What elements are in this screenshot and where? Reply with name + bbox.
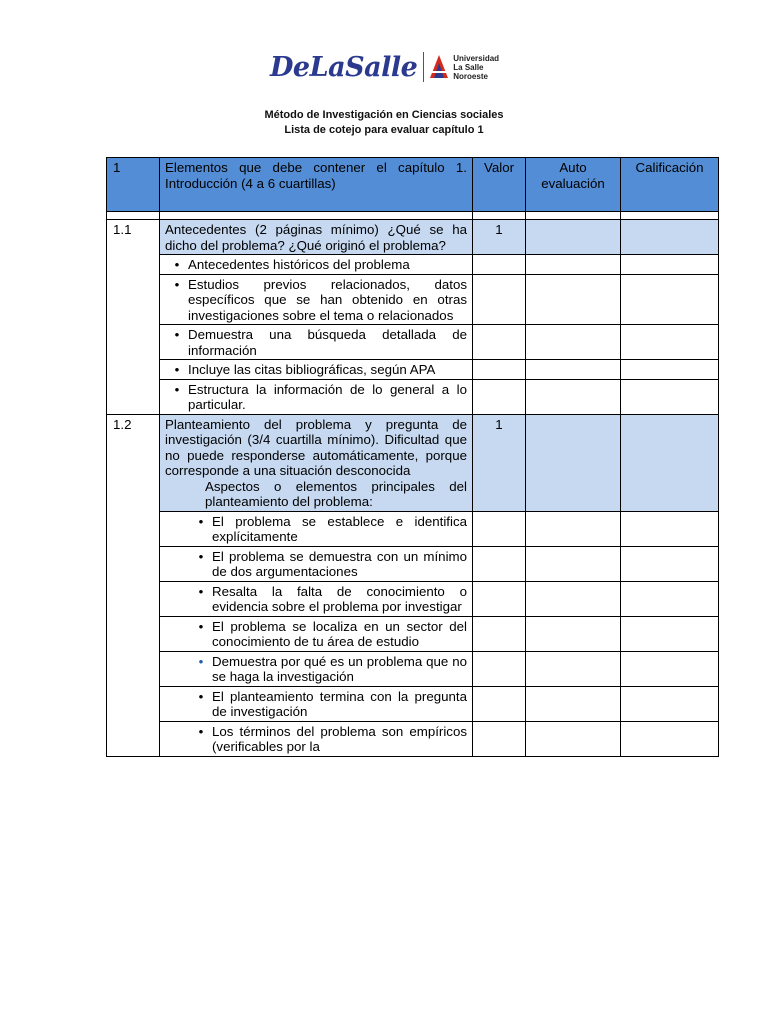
section-valor: 1 bbox=[473, 220, 526, 255]
calificacion-cell[interactable] bbox=[621, 616, 719, 651]
list-item: • Demuestra una búsqueda detallada de información bbox=[174, 327, 467, 358]
calificacion-cell[interactable] bbox=[621, 686, 719, 721]
table-row bbox=[107, 325, 719, 360]
calificacion-cell[interactable] bbox=[621, 325, 719, 360]
checklist-table bbox=[106, 157, 719, 757]
autoevaluacion-cell[interactable] bbox=[526, 651, 621, 686]
autoevaluacion-cell[interactable] bbox=[526, 721, 621, 756]
la-salle-emblem-icon bbox=[429, 54, 449, 80]
calificacion-cell[interactable] bbox=[621, 721, 719, 756]
autoevaluacion-cell[interactable] bbox=[526, 220, 621, 255]
section-number: 1.1 bbox=[107, 220, 160, 255]
table-row bbox=[107, 721, 719, 756]
list-item: • El problema se localiza en un sector del conocimiento de tu área de estudio bbox=[198, 618, 467, 649]
table-row bbox=[107, 616, 719, 651]
table-row bbox=[107, 255, 719, 275]
section-number: 1.2 bbox=[107, 414, 160, 511]
autoevaluacion-cell[interactable] bbox=[526, 379, 621, 414]
calificacion-cell[interactable] bbox=[621, 581, 719, 616]
list-item: • Resalta la falta de conocimiento o evidencia sobre el problema por investigar bbox=[198, 583, 467, 614]
list-item: • Demuestra por qué es un problema que no se haga la investigación bbox=[198, 653, 467, 684]
autoevaluacion-cell[interactable] bbox=[526, 255, 621, 275]
calificacion-cell[interactable] bbox=[621, 274, 719, 325]
list-item: • El problema se demuestra con un mínimo de dos argumentaciones bbox=[198, 548, 467, 579]
header-elements: Elementos que debe contener el capítulo 1. Introducción (4 a 6 cuartillas) bbox=[160, 158, 473, 212]
list-item: • Incluye las citas bibliográficas, según APA bbox=[174, 362, 436, 377]
autoevaluacion-cell[interactable] bbox=[526, 511, 621, 546]
logo-script-text: DeLaSalle bbox=[270, 51, 418, 83]
table-row bbox=[107, 686, 719, 721]
table-header-row bbox=[107, 158, 719, 212]
calificacion-cell[interactable] bbox=[621, 360, 719, 380]
header-valor: Valor bbox=[473, 158, 526, 212]
header-calificacion: Calificación bbox=[621, 158, 719, 212]
course-title: Método de Investigación en Ciencias sociales bbox=[264, 109, 504, 121]
table-row bbox=[107, 546, 719, 581]
list-item: • Los términos del problema son empíricos (verificables por la bbox=[198, 723, 467, 754]
section-text: Planteamiento del problema y pregunta de investigación (3/4 cuartilla mínimo). Dificultad que no puede responderse automáticamente, porque corresponde a una situación desconocida bbox=[165, 416, 467, 478]
autoevaluacion-cell[interactable] bbox=[526, 360, 621, 380]
table-row bbox=[107, 581, 719, 616]
autoevaluacion-cell[interactable] bbox=[526, 414, 621, 511]
section-subtext: Aspectos o elementos principales del planteamiento del problema: bbox=[205, 478, 467, 509]
logo-line-3: Noroeste bbox=[453, 71, 488, 81]
autoevaluacion-cell[interactable] bbox=[526, 686, 621, 721]
calificacion-cell[interactable] bbox=[621, 220, 719, 255]
section-description: Antecedentes (2 páginas mínimo) ¿Qué se ha dicho del problema? ¿Qué originó el problema? bbox=[160, 220, 473, 255]
table-row bbox=[107, 651, 719, 686]
autoevaluacion-cell[interactable] bbox=[526, 616, 621, 651]
calificacion-cell[interactable] bbox=[621, 511, 719, 546]
logo-line-1: Universidad bbox=[453, 53, 500, 63]
logo-separator bbox=[423, 52, 424, 82]
autoevaluacion-cell[interactable] bbox=[526, 581, 621, 616]
header-autoevaluacion: Auto evaluación bbox=[526, 158, 621, 212]
calificacion-cell[interactable] bbox=[621, 379, 719, 414]
section-valor: 1 bbox=[473, 414, 526, 511]
list-item: • El problema se establece e identifica explícitamente bbox=[198, 513, 467, 544]
list-item: • El planteamiento termina con la pregunta de investigación bbox=[198, 688, 467, 719]
calificacion-cell[interactable] bbox=[621, 546, 719, 581]
autoevaluacion-cell[interactable] bbox=[526, 325, 621, 360]
table-row bbox=[107, 511, 719, 546]
table-row bbox=[107, 274, 719, 325]
autoevaluacion-cell[interactable] bbox=[526, 274, 621, 325]
table-row bbox=[107, 360, 719, 380]
header-num: 1 bbox=[107, 158, 160, 212]
logo-line-2: La Salle bbox=[453, 62, 484, 72]
calificacion-cell[interactable] bbox=[621, 651, 719, 686]
calificacion-cell[interactable] bbox=[621, 414, 719, 511]
calificacion-cell[interactable] bbox=[621, 255, 719, 275]
table-row bbox=[107, 379, 719, 414]
list-item: • Antecedentes históricos del problema bbox=[174, 257, 410, 272]
section-description bbox=[160, 414, 473, 511]
document-heading bbox=[0, 108, 768, 138]
section-row-1-2 bbox=[107, 414, 719, 511]
spacer-row bbox=[107, 212, 719, 220]
autoevaluacion-cell[interactable] bbox=[526, 546, 621, 581]
section-row-1-1 bbox=[107, 220, 719, 255]
list-item: • Estructura la información de lo general a lo particular. bbox=[174, 381, 467, 412]
university-logo bbox=[270, 47, 500, 87]
logo-university-name bbox=[453, 54, 499, 81]
list-item: • Estudios previos relacionados, datos específicos que se han obtenido en otras investigaciones sobre el tema o relacionados bbox=[174, 276, 467, 323]
checklist-title: Lista de cotejo para evaluar capítulo 1 bbox=[284, 124, 484, 136]
